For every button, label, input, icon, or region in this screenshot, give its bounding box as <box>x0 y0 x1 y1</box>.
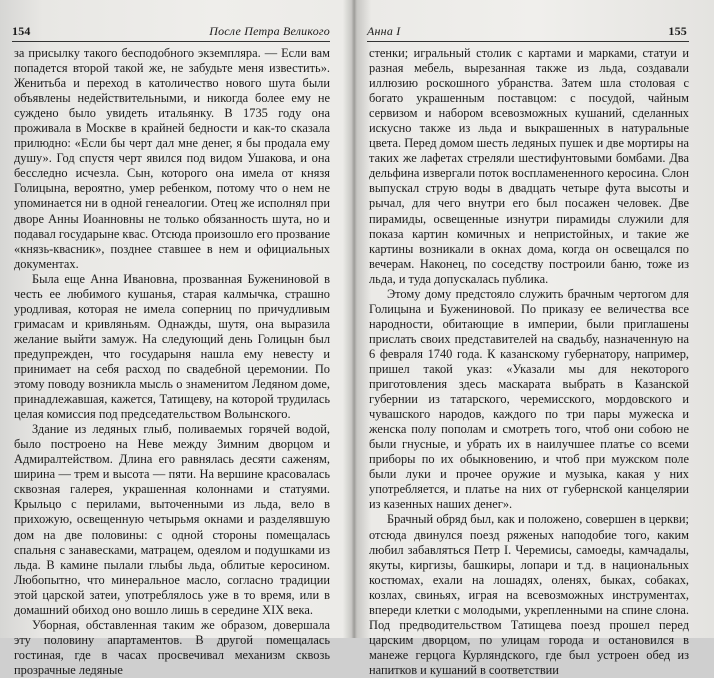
right-running-head: Анна I <box>367 24 401 38</box>
right-page-body <box>369 46 689 678</box>
left-page <box>0 0 349 677</box>
right-paragraph-1: стенки; игральный столик с картами и марками, статуи и разная мебель, вырезанная также из льда, создавали иллюзию роскошного убранства. Затем шла столовая с богато украшенным поставцом: с посудой, чайным сервизом и набором всевозможных кушаний, сделанных искусно также из льда и выкрашенных в натуральные цвета. Перед домом шесть ледяных пушек и две мортиры на таких же лафетах стреляли шестифунтовыми бомбами. Два дельфина извергали поток воспламененного керосина. Слон выпускал струю воды в двадцать четыре фута высоты и рычал, для чего внутри его был посажен человек. Две пирамиды, освещенные изнутри пирамиды служили для показа картин комичных и непристойных, и такие же картины возникали в окнах дома, когда он освещался по вечерам. Наконец, по соседству построили баню, тоже из льда, и туда допускалась публика. <box>369 46 689 286</box>
right-paragraph-3: Брачный обряд был, как и положено, совершен в церкви; отсюда двинулся поезд ряженых наподобие того, каким любил забавляться Петр I. Черемисы, самоеды, камчадалы, якуты, киргизы, башкиры, лопари и т.д. в национальных костюмах, ехали на лошадях, оленях, быках, собаках, козлах, свиньях, играя на всевозможных инструментах, впереди клетки с молодыми, укрепленными на спине слона. Под предводительством Татищева поезд прошел перед царским дворцом, по улицам города и остановился в манеже герцога Курляндского, где был устроен обед из напитков и кушаний в соответствии <box>369 512 689 677</box>
left-paragraph-2: Была еще Анна Ивановна, прозванная Бужениновой в честь ее любимого кушанья, старая калмычка, страшно уродливая, которая не имела соперниц по причудливым гримасам и кривляньям. Однажды, шутя, она выразила желание выйти замуж. На следующий день Голицын был предупрежден, что государыня нашла ему невесту и принимает на себя расход по свадебной церемонии. По этому поводу возникла мысль о знаменитом Ледяном доме, принадлежавшая, кажется, Татищеву, на которой трудилась целая комиссия под председательством Волынского. <box>14 271 330 422</box>
left-header-rule <box>12 41 330 42</box>
left-paragraph-3: Здание из ледяных глыб, поливаемых горячей водой, было построено на Неве между Зимним дворцом и Адмиралтейством. Длина его равнялась десяти саженям, ширина — трем и высота — пяти. На вершине красовалась сквозная галерея, украшенная колоннами и статуями. Крыльцо с перилами, выточенными из льда, вело в прихожую, освещенную четырьмя окнами и разделявшую дом на две половины: с одной стороны помещалась спальня с занавесками, матрацем, одеялом и подушками из льда. В камине пылали глыбы льда, облитые керосином. Любопытно, что минеральное масло, согласно традиции этой царской затеи, употреблялось уже в то время, или в домашний обиход оно вошло лишь в середине XIX века. <box>14 422 330 617</box>
left-paragraph-4: Уборная, обставленная таким же образом, довершала эту половину апартаментов. В другой помещалась гостиная, где в часах просвечивал механизм сквозь прозрачные ледяные <box>14 617 330 677</box>
right-header-rule <box>367 41 689 42</box>
left-running-head: После Петра Великого <box>209 24 330 38</box>
right-page-number: 155 <box>668 24 687 38</box>
left-page-body <box>14 46 330 678</box>
left-paragraph-1: за присылку такого бесподобного экземпляра. — Если вам попадется второй такой же, не забудьте меня известить». Женитьба и переход в католичество нового шута были объявлены недействительными, и никогда более ему не суждено было увидеть итальянку. В 1735 году она проживала в Москве в крайней бедности и как-то сказала прилюдно: «Если бы черт дал мне денег, я бы продала ему душу». Год спустя черт явился под видом Ушакова, и она бесследно исчезла. Сын, которого она имела от князя Голицына, вероятно, умер ребенком, потому что о нем не упоминается ни в одной генеалогии. Отец же исполнял при дворе Анны Иоанновны не только обязанность шута, но и подавал государыне квас. Отсюда произошло его прозвание «князь-квасник», позднее ставшее в нем и официальных документах. <box>14 46 330 271</box>
right-page <box>357 0 714 677</box>
left-page-number: 154 <box>12 24 31 38</box>
right-page-header <box>367 24 687 39</box>
right-paragraph-2: Этому дому предстояло служить брачным чертогом для Голицына и Бужениновой. По приказу ее величества все народности, обитающие в империи, были приглашены прислать своих представителей на свадьбу, назначенную на 6 февраля 1740 года. К казанскому губернатору, например, пришел такой указ: «Указали мы для некоторого приготовления здесь маскарата выбрать в Казанской губернии из татарского, черемисского, мордовского и чувашского народов, каждого по три пары мужеска и женска полу пополам и смотреть того, чтоб они собою не были гнусные, и убрать их в наилучшее платье со всеми приборы по их обыкновению, и чтоб при мужском поле были луки и прочее оружие и музыка, какая у них употребляется, и платье на них от губернской канцелярии из казенных наших денег». <box>369 286 689 512</box>
left-page-header <box>12 24 330 39</box>
